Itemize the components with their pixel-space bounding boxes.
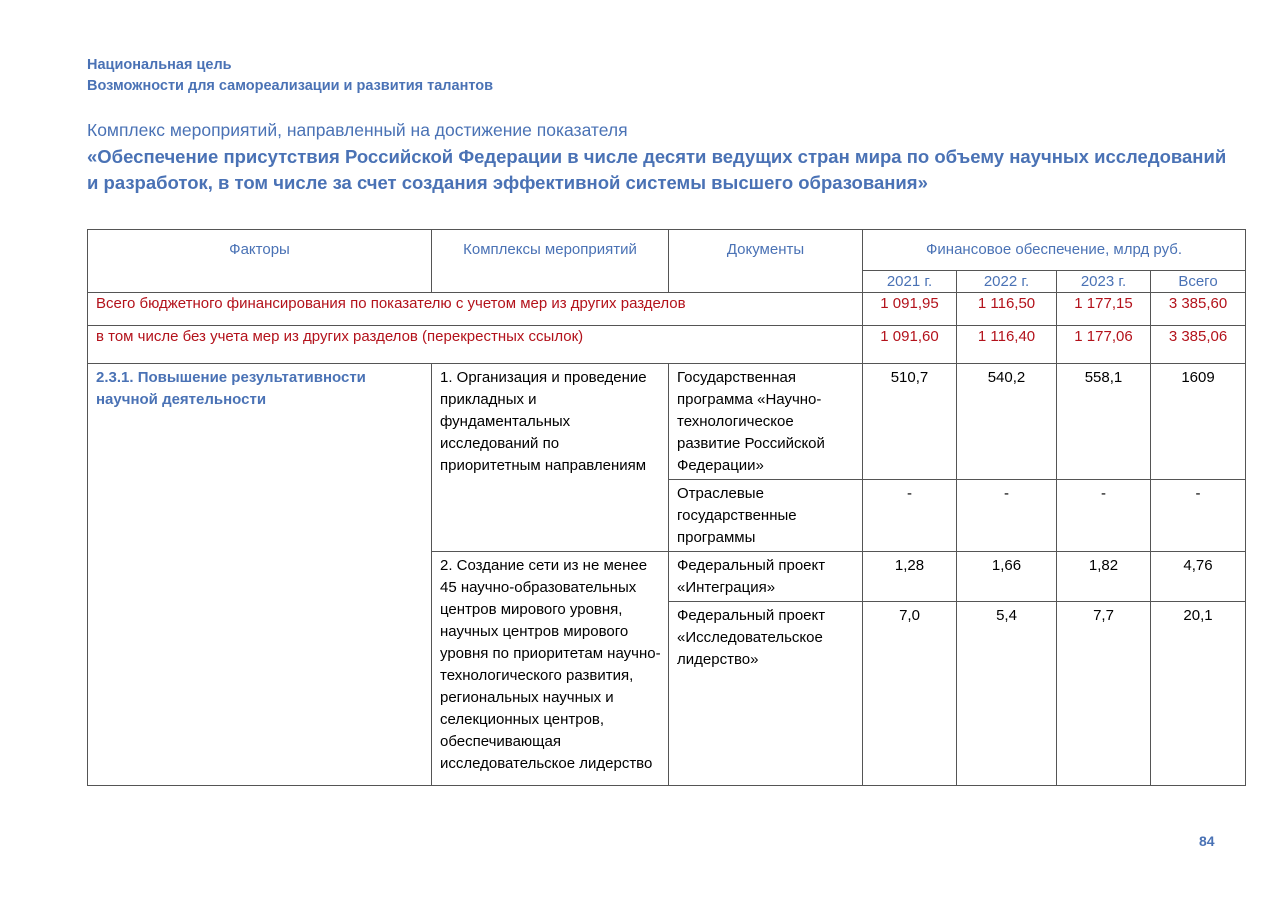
value-cell: 20,1 [1151, 602, 1246, 786]
summary-value: 1 177,06 [1057, 326, 1151, 364]
value-cell: 510,7 [863, 364, 957, 480]
document-cell: Федеральный проект «Исследовательское лидерство» [669, 602, 863, 786]
col-header-year: 2023 г. [1057, 271, 1151, 293]
page-number: 84 [1199, 833, 1215, 849]
col-header-documents: Документы [669, 230, 863, 293]
value-cell: 540,2 [957, 364, 1057, 480]
complex-intro: Комплекс мероприятий, направленный на достижение показателя [87, 120, 628, 140]
value-cell: 1609 [1151, 364, 1246, 480]
goal-text: Возможности для самореализации и развития талантов [87, 78, 494, 94]
summary-value: 1 116,50 [957, 293, 1057, 326]
complex-cell: 2. Создание сети из не менее 45 научно-образовательных центров мирового уровня, научных центров мирового уровня по приоритетам научно-технологического развития, региональных научных и селекционных центров, обеспечивающая исследовательское лидерство [432, 552, 669, 786]
value-cell: 1,66 [957, 552, 1057, 602]
summary-value: 1 177,15 [1057, 293, 1151, 326]
summary-value: 1 091,60 [863, 326, 957, 364]
col-header-complexes: Комплексы мероприятий [432, 230, 669, 293]
goal-label: Национальная цель [87, 57, 232, 73]
summary-value: 1 116,40 [957, 326, 1057, 364]
col-header-factors: Факторы [88, 230, 432, 293]
complex-cell: 1. Организация и проведение прикладных и фундаментальных исследований по приоритетным направлениям [432, 364, 669, 552]
value-cell: 7,7 [1057, 602, 1151, 786]
summary-label: в том числе без учета мер из других разделов (перекрестных ссылок) [88, 326, 863, 364]
summary-value: 1 091,95 [863, 293, 957, 326]
value-cell: 1,28 [863, 552, 957, 602]
document-cell: Федеральный проект «Интеграция» [669, 552, 863, 602]
summary-label: Всего бюджетного финансирования по показателю с учетом мер из других разделов [88, 293, 863, 326]
factor-cell: 2.3.1. Повышение результативности научной деятельности [88, 364, 432, 786]
value-cell: - [863, 480, 957, 552]
col-header-finance: Финансовое обеспечение, млрд руб. [863, 230, 1246, 271]
col-header-total: Всего [1151, 271, 1246, 293]
col-header-year: 2021 г. [863, 271, 957, 293]
summary-row-excluding-crossrefs [88, 326, 1246, 364]
value-cell: - [1151, 480, 1246, 552]
value-cell: 7,0 [863, 602, 957, 786]
indicator-title: «Обеспечение присутствия Российской Федерации в числе десяти ведущих стран мира по объему научных исследований и разработок, в том числе за счет создания эффективной системы высшего образования» [87, 146, 1227, 193]
value-cell: 558,1 [1057, 364, 1151, 480]
value-cell: - [1057, 480, 1151, 552]
summary-row-total [88, 293, 1246, 326]
col-header-year: 2022 г. [957, 271, 1057, 293]
document-cell: Государственная программа «Научно-технологическое развитие Российской Федерации» [669, 364, 863, 480]
table-row [88, 364, 1246, 480]
summary-value: 3 385,06 [1151, 326, 1246, 364]
value-cell: 1,82 [1057, 552, 1151, 602]
value-cell: 4,76 [1151, 552, 1246, 602]
financing-table [87, 229, 1246, 786]
value-cell: - [957, 480, 1057, 552]
value-cell: 5,4 [957, 602, 1057, 786]
summary-value: 3 385,60 [1151, 293, 1246, 326]
document-cell: Отраслевые государственные программы [669, 480, 863, 552]
